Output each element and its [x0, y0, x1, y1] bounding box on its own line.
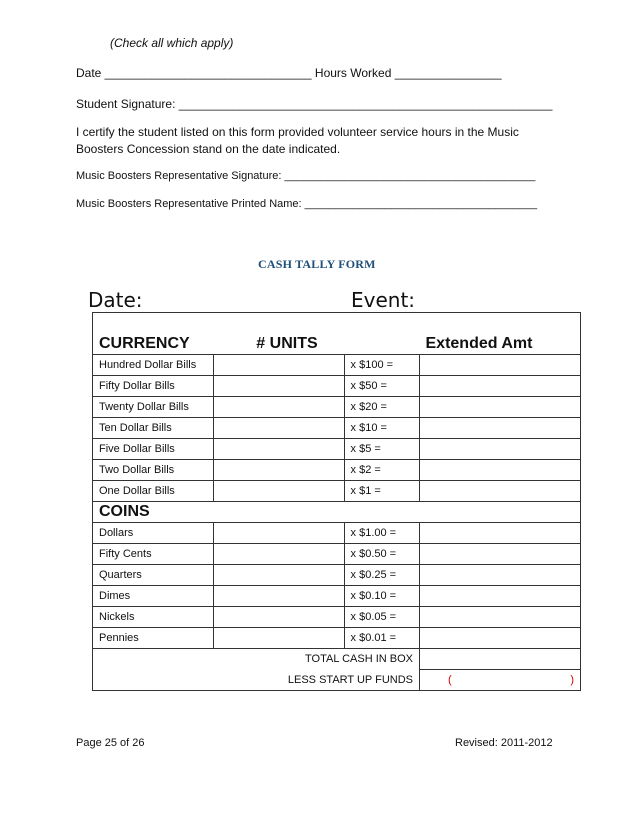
- units-field[interactable]: [213, 607, 344, 628]
- extended-amount-field[interactable]: [420, 439, 581, 460]
- denomination-label: One Dollar Bills: [93, 481, 214, 502]
- units-field[interactable]: [213, 439, 344, 460]
- units-field[interactable]: [213, 481, 344, 502]
- currency-header: CURRENCY # UNITS: [93, 334, 345, 355]
- units-field[interactable]: [213, 586, 344, 607]
- extended-amount-field[interactable]: [420, 628, 581, 649]
- date-hours-line[interactable]: Date _______________________________ Hours Worked ________________: [76, 66, 502, 80]
- less-label: LESS START UP FUNDS: [93, 670, 420, 691]
- multiplier-label: x $100 =: [344, 355, 419, 376]
- units-field[interactable]: [213, 418, 344, 439]
- less-row: [93, 670, 581, 691]
- coins-label: COINS: [93, 502, 581, 523]
- multiplier-label: x $20 =: [344, 397, 419, 418]
- tally-row: [93, 418, 581, 439]
- denomination-label: Nickels: [93, 607, 214, 628]
- denomination-label: Hundred Dollar Bills: [93, 355, 214, 376]
- units-field[interactable]: [213, 565, 344, 586]
- units-field[interactable]: [213, 523, 344, 544]
- multiplier-label: x $0.25 =: [344, 565, 419, 586]
- denomination-label: Pennies: [93, 628, 214, 649]
- tally-row: [93, 355, 581, 376]
- extended-amount-field[interactable]: [420, 544, 581, 565]
- multiplier-label: x $2 =: [344, 460, 419, 481]
- tally-row: [93, 481, 581, 502]
- form-title: CASH TALLY FORM: [258, 257, 376, 271]
- multiplier-label: x $1.00 =: [344, 523, 419, 544]
- bills-section: [93, 355, 581, 502]
- units-header: # UNITS: [256, 335, 318, 352]
- coins-section: [93, 523, 581, 649]
- denomination-label: Twenty Dollar Bills: [93, 397, 214, 418]
- extended-amount-field[interactable]: [420, 397, 581, 418]
- rep-signature-line[interactable]: Music Boosters Representative Signature: _________________________________________: [76, 170, 536, 182]
- multiplier-label: x $5 =: [344, 439, 419, 460]
- event-label: Event:: [351, 288, 416, 312]
- table-top-frame: [92, 312, 581, 334]
- denomination-label: Fifty Dollar Bills: [93, 376, 214, 397]
- units-field[interactable]: [213, 355, 344, 376]
- paren-open: (: [448, 674, 452, 686]
- multiplier-label: x $0.50 =: [344, 544, 419, 565]
- tally-row: [93, 607, 581, 628]
- units-field[interactable]: [213, 397, 344, 418]
- tally-row: [93, 460, 581, 481]
- denomination-label: Dimes: [93, 586, 214, 607]
- header-row: [93, 334, 581, 355]
- units-field[interactable]: [213, 376, 344, 397]
- total-row: [93, 649, 581, 670]
- date-label: Date:: [88, 288, 143, 312]
- certify-text-1: I certify the student listed on this form provided volunteer service hours in the Music: [76, 125, 519, 139]
- extended-amount-field[interactable]: [420, 586, 581, 607]
- denomination-label: Fifty Cents: [93, 544, 214, 565]
- units-field[interactable]: [213, 460, 344, 481]
- multiplier-label: x $0.01 =: [344, 628, 419, 649]
- tally-row: [93, 523, 581, 544]
- denomination-label: Five Dollar Bills: [93, 439, 214, 460]
- tally-row: [93, 544, 581, 565]
- multiplier-label: x $10 =: [344, 418, 419, 439]
- extended-amount-field[interactable]: [420, 607, 581, 628]
- cash-tally-table: [92, 334, 581, 691]
- extended-header: Extended Amt: [420, 334, 581, 355]
- rep-printed-name-line[interactable]: Music Boosters Representative Printed Name: ______________________________________: [76, 198, 538, 210]
- denomination-label: Dollars: [93, 523, 214, 544]
- extended-amount-field[interactable]: [420, 355, 581, 376]
- total-value-field[interactable]: [420, 649, 581, 670]
- tally-row: [93, 565, 581, 586]
- paren-close: ): [570, 674, 574, 686]
- tally-row: [93, 376, 581, 397]
- extended-amount-field[interactable]: [420, 523, 581, 544]
- units-field[interactable]: [213, 544, 344, 565]
- coins-header-row: [93, 502, 581, 523]
- instructions: (Check all which apply): [110, 36, 234, 50]
- extended-amount-field[interactable]: [420, 481, 581, 502]
- revised-date: Revised: 2011-2012: [455, 737, 553, 749]
- denomination-label: Quarters: [93, 565, 214, 586]
- extended-amount-field[interactable]: [420, 376, 581, 397]
- extended-amount-field[interactable]: [420, 460, 581, 481]
- multiplier-label: x $50 =: [344, 376, 419, 397]
- tally-row: [93, 397, 581, 418]
- tally-row: [93, 586, 581, 607]
- multiplier-label: x $1 =: [344, 481, 419, 502]
- tally-row: [93, 439, 581, 460]
- tally-row: [93, 628, 581, 649]
- units-field[interactable]: [213, 628, 344, 649]
- denomination-label: Two Dollar Bills: [93, 460, 214, 481]
- certify-text-2: Boosters Concession stand on the date indicated.: [76, 142, 341, 156]
- less-value-field[interactable]: [420, 670, 581, 691]
- header-spacer: [344, 334, 419, 355]
- extended-amount-field[interactable]: [420, 565, 581, 586]
- extended-amount-field[interactable]: [420, 418, 581, 439]
- student-signature-line[interactable]: Student Signature: ________________________________________________________: [76, 97, 553, 111]
- total-label: TOTAL CASH IN BOX: [93, 649, 420, 670]
- multiplier-label: x $0.10 =: [344, 586, 419, 607]
- denomination-label: Ten Dollar Bills: [93, 418, 214, 439]
- page-number: Page 25 of 26: [76, 737, 145, 749]
- multiplier-label: x $0.05 =: [344, 607, 419, 628]
